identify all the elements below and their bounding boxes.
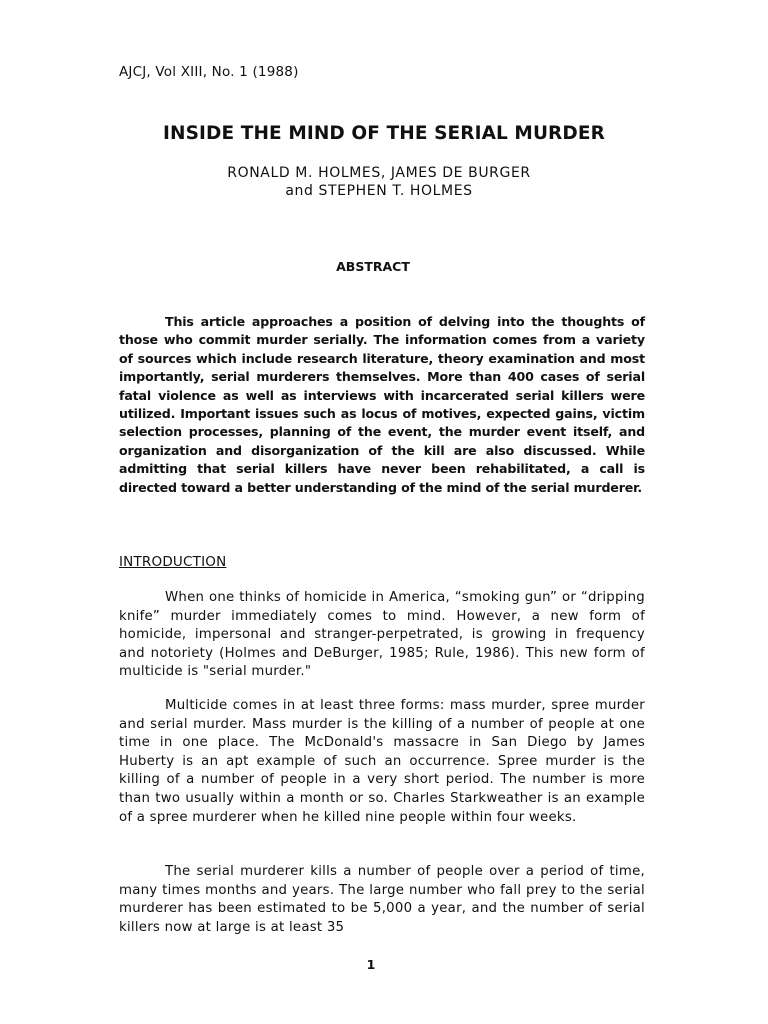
abstract-paragraph: This article approaches a position of delving into the thoughts of those who commit murder serially. The information comes from a variety of sources which include research literature, theory examination and most importantly, serial murderers themselves. More than 400 cases of serial fatal violence as well as interviews with incarcerated serial killers were utilized. Important issues such as locus of motives, expected gains, victim selection processes, planning of the event, the murder event itself, and organization and disorganization of the kill are also discussed. While admitting that serial killers have never been rehabilitated, a call is directed toward a better understanding of the mind of the serial murderer. (119, 314, 645, 495)
intro-paragraph-3 (119, 863, 645, 937)
author-block (0, 164, 758, 200)
introduction-heading: INTRODUCTION (119, 554, 227, 570)
abstract-heading: ABSTRACT (336, 259, 410, 274)
journal-citation: AJCJ, Vol XIII, No. 1 (1988) (119, 64, 299, 80)
author-line-1: RONALD M. HOLMES, JAMES DE BURGER (227, 165, 531, 181)
paragraph-text: Multicide comes in at least three forms: mass murder, spree murder and serial murder. Mass murder is the killing of a number of people at one time in one place. The McDonald's massacre in San Diego by James Huberty is an apt example of such an occurrence. Spree murder is the killing of a number of people in a very short period. The number is more than two usually within a month or so. Charles Starkweather is an example of a spree murderer when he killed nine people within four weeks. (119, 698, 645, 825)
article-title: INSIDE THE MIND OF THE SERIAL MURDER (163, 123, 605, 144)
paragraph-text: The serial murderer kills a number of people over a period of time, many times months and years. The large number who fall prey to the serial murderer has been estimated to be 5,000 a year, and the number of serial killers now at large is at least 35 (119, 864, 645, 935)
page-number: 1 (366, 957, 376, 972)
abstract-text (119, 313, 645, 497)
author-line-2: and STEPHEN T. HOLMES (285, 183, 473, 199)
intro-paragraph-2 (119, 697, 645, 827)
paragraph-text: When one thinks of homicide in America, “smoking gun” or “dripping knife” murder immediately comes to mind. However, a new form of homicide, impersonal and stranger-perpetrated, is growing in frequency and notoriety (Holmes and DeBurger, 1985; Rule, 1986). This new form of multicide is "serial murder." (119, 590, 645, 680)
intro-paragraph-1 (119, 589, 645, 682)
